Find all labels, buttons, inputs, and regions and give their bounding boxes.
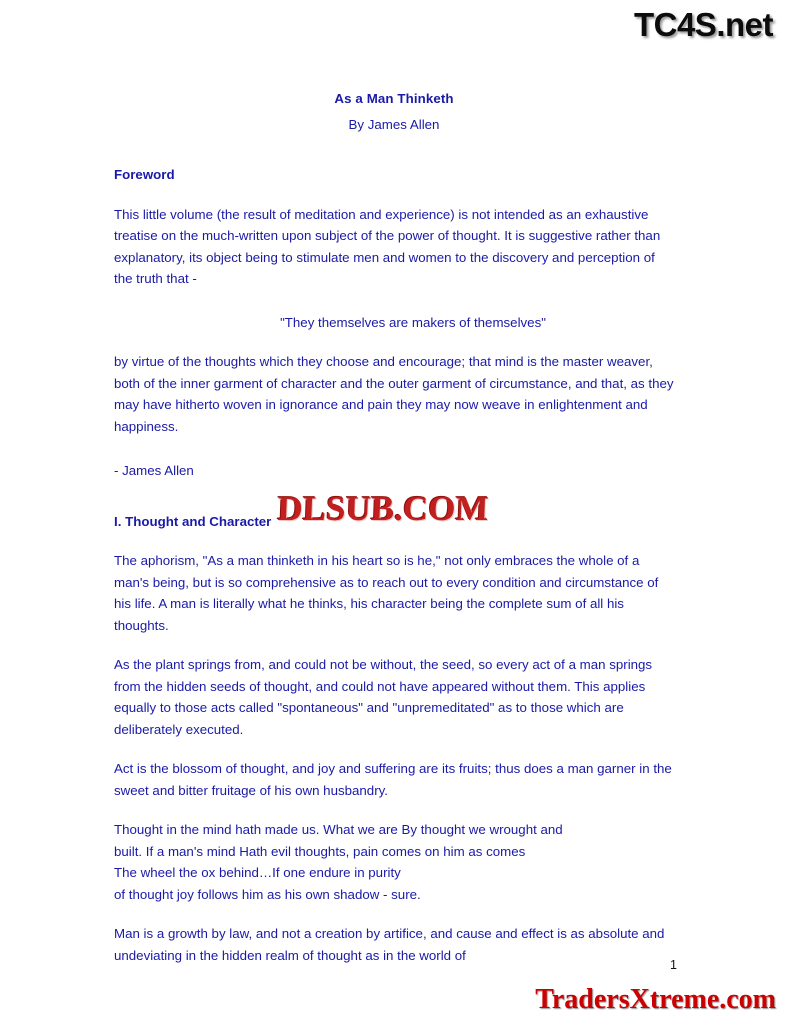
foreword-paragraph-2: by virtue of the thoughts which they choose and encourage; that mind is the master weaver, both of the inner garment of character and the outer garment of circumstance, and that, as they may have hitherto woven in ignorance and pain they may now weave in enlightenment and happiness. (114, 354, 674, 434)
verse-line-3: The wheel the ox behind…If one endure in purity (114, 865, 401, 880)
chapter-paragraph-1: The aphorism, "As a man thinketh in his heart so is he," not only embraces the whole of a man's being, but is so comprehensive as to reach out to every condition and circumstance of his life. A man is literally what he thinks, his character being the complete sum of all his thoughts. (114, 553, 659, 633)
heading-chapter-one: I. Thought and Character (114, 513, 272, 529)
author-signature: - James Allen (114, 463, 194, 478)
foreword-paragraph-1: This little volume (the result of meditation and experience) is not intended as an exhaustive treatise on the much-written upon subject of the power of thought. It is suggestive rather than explanatory, its object being to stimulate men and women to the discovery and perception of the truth that - (114, 206, 661, 286)
heading-foreword: Foreword (114, 167, 175, 182)
watermark-center-stamp: DLSUB.COM (276, 489, 490, 528)
page-number: 1 (670, 958, 677, 972)
author-byline: By James Allen (348, 116, 440, 132)
watermark-top-right: TC4S.net (633, 6, 773, 43)
verse-line-2: built. If a man's mind Hath evil thoughts, pain comes on him as comes (114, 843, 526, 859)
chapter-paragraph-3: Act is the blossom of thought, and joy and suffering are its fruits; thus does a man garner in the sweet and bitter fruitage of his own husbandry. (114, 761, 672, 798)
foreword-pull-quote: "They themselves are makers of themselves" (280, 314, 546, 330)
verse-line-4: of thought joy follows him as his own shadow - sure. (114, 886, 421, 902)
verse-block (114, 819, 674, 905)
chapter-paragraph-2: As the plant springs from, and could not be without, the seed, so every act of a man springs from the hidden seeds of thought, and could not have appeared without them. This applies equally to those acts called "spontaneous" and "unpremeditated" as to those which are deliberately executed. (114, 657, 653, 737)
chapter-paragraph-4: Man is a growth by law, and not a creation by artifice, and cause and effect is as absolute and undeviating in the hidden realm of thought as in the world of (114, 926, 665, 963)
verse-line-1: Thought in the mind hath made us. What we are By thought we wrought and (114, 822, 563, 837)
page-title: As a Man Thinketh (334, 91, 454, 106)
watermark-bottom-right: TradersXtreme.com (535, 984, 776, 1015)
